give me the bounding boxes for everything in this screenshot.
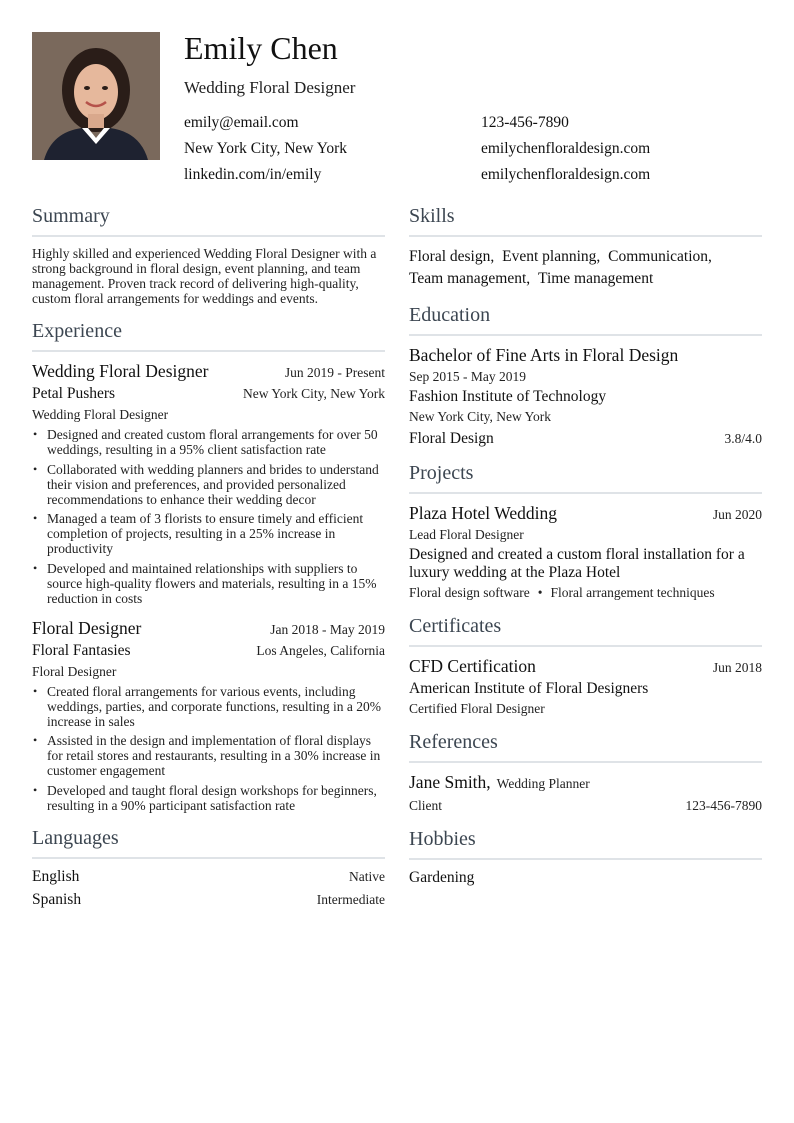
languages-heading: Languages bbox=[32, 827, 385, 859]
school-location: New York City, New York bbox=[409, 409, 552, 424]
experience-heading: Experience bbox=[32, 320, 385, 352]
skills-section bbox=[409, 205, 762, 290]
project-role: Lead Floral Designer bbox=[409, 527, 524, 542]
skill-item: Communication, bbox=[608, 248, 712, 265]
certificate-detail: Certified Floral Designer bbox=[409, 701, 545, 716]
project-name: Plaza Hotel Wedding bbox=[409, 503, 557, 523]
skill-item: Event planning, bbox=[502, 248, 601, 265]
tag-separator: • bbox=[537, 585, 543, 600]
language-row bbox=[32, 868, 385, 886]
job-title: Floral Designer bbox=[32, 617, 142, 638]
certificates-section bbox=[409, 615, 762, 717]
skills-list bbox=[409, 246, 762, 290]
projects-section bbox=[409, 462, 762, 601]
right-column bbox=[409, 205, 762, 901]
left-column bbox=[32, 205, 385, 923]
candidate-headline: Wedding Floral Designer bbox=[184, 78, 356, 97]
bullet-item: • Managed a team of 3 florists to ensure timely and efficient completion of projects, resulting in a 25% increase in productivity bbox=[32, 511, 385, 556]
summary-section bbox=[32, 205, 385, 306]
languages-section bbox=[32, 827, 385, 909]
profile-photo bbox=[32, 32, 160, 160]
hobby-item: Gardening bbox=[409, 869, 475, 886]
education-section bbox=[409, 304, 762, 448]
job-position: Wedding Floral Designer bbox=[32, 407, 169, 422]
summary-heading: Summary bbox=[32, 205, 385, 237]
hobbies-heading: Hobbies bbox=[409, 828, 762, 860]
job-bullets bbox=[32, 684, 385, 813]
certificates-heading: Certificates bbox=[409, 615, 762, 647]
hobbies-section bbox=[409, 828, 762, 887]
project-tags bbox=[409, 585, 762, 601]
education-date: Sep 2015 - May 2019 bbox=[409, 369, 526, 384]
reference-phone[interactable]: 123-456-7890 bbox=[685, 798, 762, 813]
job-date: Jan 2018 - May 2019 bbox=[270, 621, 385, 637]
experience-item bbox=[32, 361, 385, 606]
project-tag: Floral design software bbox=[409, 585, 530, 600]
language-name: English bbox=[32, 867, 80, 885]
reference-relation: Client bbox=[409, 798, 442, 813]
bullet-item: • Developed and taught floral design workshops for beginners, resulting in a 90% participant satisfaction rate bbox=[32, 783, 385, 813]
summary-text: Highly skilled and experienced Wedding Floral Designer with a strong background in floral design, event planning, and team management. Proven track record of delivering high-quality, custom floral arrangements for weddings and events. bbox=[32, 246, 377, 306]
job-date: Jun 2019 - Present bbox=[284, 365, 385, 380]
job-title: Wedding Floral Designer bbox=[32, 361, 209, 381]
skill-item: Floral design, bbox=[409, 248, 495, 265]
skill-item: Team management, bbox=[409, 270, 531, 287]
language-row bbox=[32, 891, 385, 909]
website-link[interactable]: emilychenfloraldesign.com bbox=[481, 140, 651, 157]
phone-link[interactable]: 123-456-7890 bbox=[481, 114, 569, 131]
bullet-item: • Assisted in the design and implementation of floral displays for retail stores and restaurants, resulting in a 30% increase in customer engagement bbox=[32, 733, 385, 778]
job-location: Los Angeles, California bbox=[256, 642, 385, 658]
skills-heading: Skills bbox=[409, 205, 762, 237]
gpa-value: 3.8/4.0 bbox=[724, 431, 762, 446]
reference-name: Jane Smith, bbox=[409, 772, 491, 792]
email-link[interactable]: emily@email.com bbox=[184, 114, 299, 131]
projects-heading: Projects bbox=[409, 462, 762, 494]
language-level: Intermediate bbox=[316, 891, 385, 907]
company-name: Petal Pushers bbox=[32, 385, 116, 402]
experience-item bbox=[32, 618, 385, 813]
experience-section bbox=[32, 320, 385, 813]
company-name: Floral Fantasies bbox=[32, 641, 131, 659]
project-tag: Floral arrangement techniques bbox=[550, 585, 715, 600]
skill-item: Time management bbox=[538, 270, 654, 287]
references-heading: References bbox=[409, 731, 762, 763]
job-position: Floral Designer bbox=[32, 663, 117, 679]
education-heading: Education bbox=[409, 304, 762, 336]
linkedin-link[interactable]: linkedin.com/in/emily bbox=[184, 166, 322, 183]
project-date: Jun 2020 bbox=[712, 507, 762, 522]
bullet-item: • Created floral arrangements for various events, including weddings, parties, and corporate functions, resulting in a 20% increase in sales bbox=[32, 684, 385, 729]
certificate-name: CFD Certification bbox=[409, 656, 536, 676]
language-name: Spanish bbox=[32, 890, 82, 908]
bullet-item: • Designed and created custom floral arrangements for over 50 weddings, resulting in a 95% client satisfaction rate bbox=[32, 427, 385, 457]
reference-role: Wedding Planner bbox=[496, 776, 590, 791]
bullet-item: • Collaborated with wedding planners and brides to understand their vision and preferences, and provided personalized recommendations to enhance their wedding decor bbox=[32, 462, 385, 507]
candidate-name: Emily Chen bbox=[184, 30, 338, 66]
certificate-issuer: American Institute of Floral Designers bbox=[409, 680, 649, 697]
degree-title: Bachelor of Fine Arts in Floral Design bbox=[409, 345, 679, 365]
references-section bbox=[409, 731, 762, 814]
project-description: Designed and created a custom floral installation for a luxury wedding at the Plaza Hotel bbox=[409, 546, 745, 581]
field-of-study: Floral Design bbox=[409, 430, 494, 447]
job-location: New York City, New York bbox=[242, 386, 385, 401]
certificate-date: Jun 2018 bbox=[712, 660, 762, 675]
location-text: New York City, New York bbox=[184, 140, 348, 157]
website-link-2[interactable]: emilychenfloraldesign.com bbox=[481, 166, 651, 183]
job-bullets bbox=[32, 427, 385, 606]
school-name: Fashion Institute of Technology bbox=[409, 388, 607, 405]
bullet-item: • Developed and maintained relationships with suppliers to source high-quality flowers and materials, resulting in a 15% reduction in costs bbox=[32, 561, 385, 606]
language-level: Native bbox=[349, 868, 385, 884]
